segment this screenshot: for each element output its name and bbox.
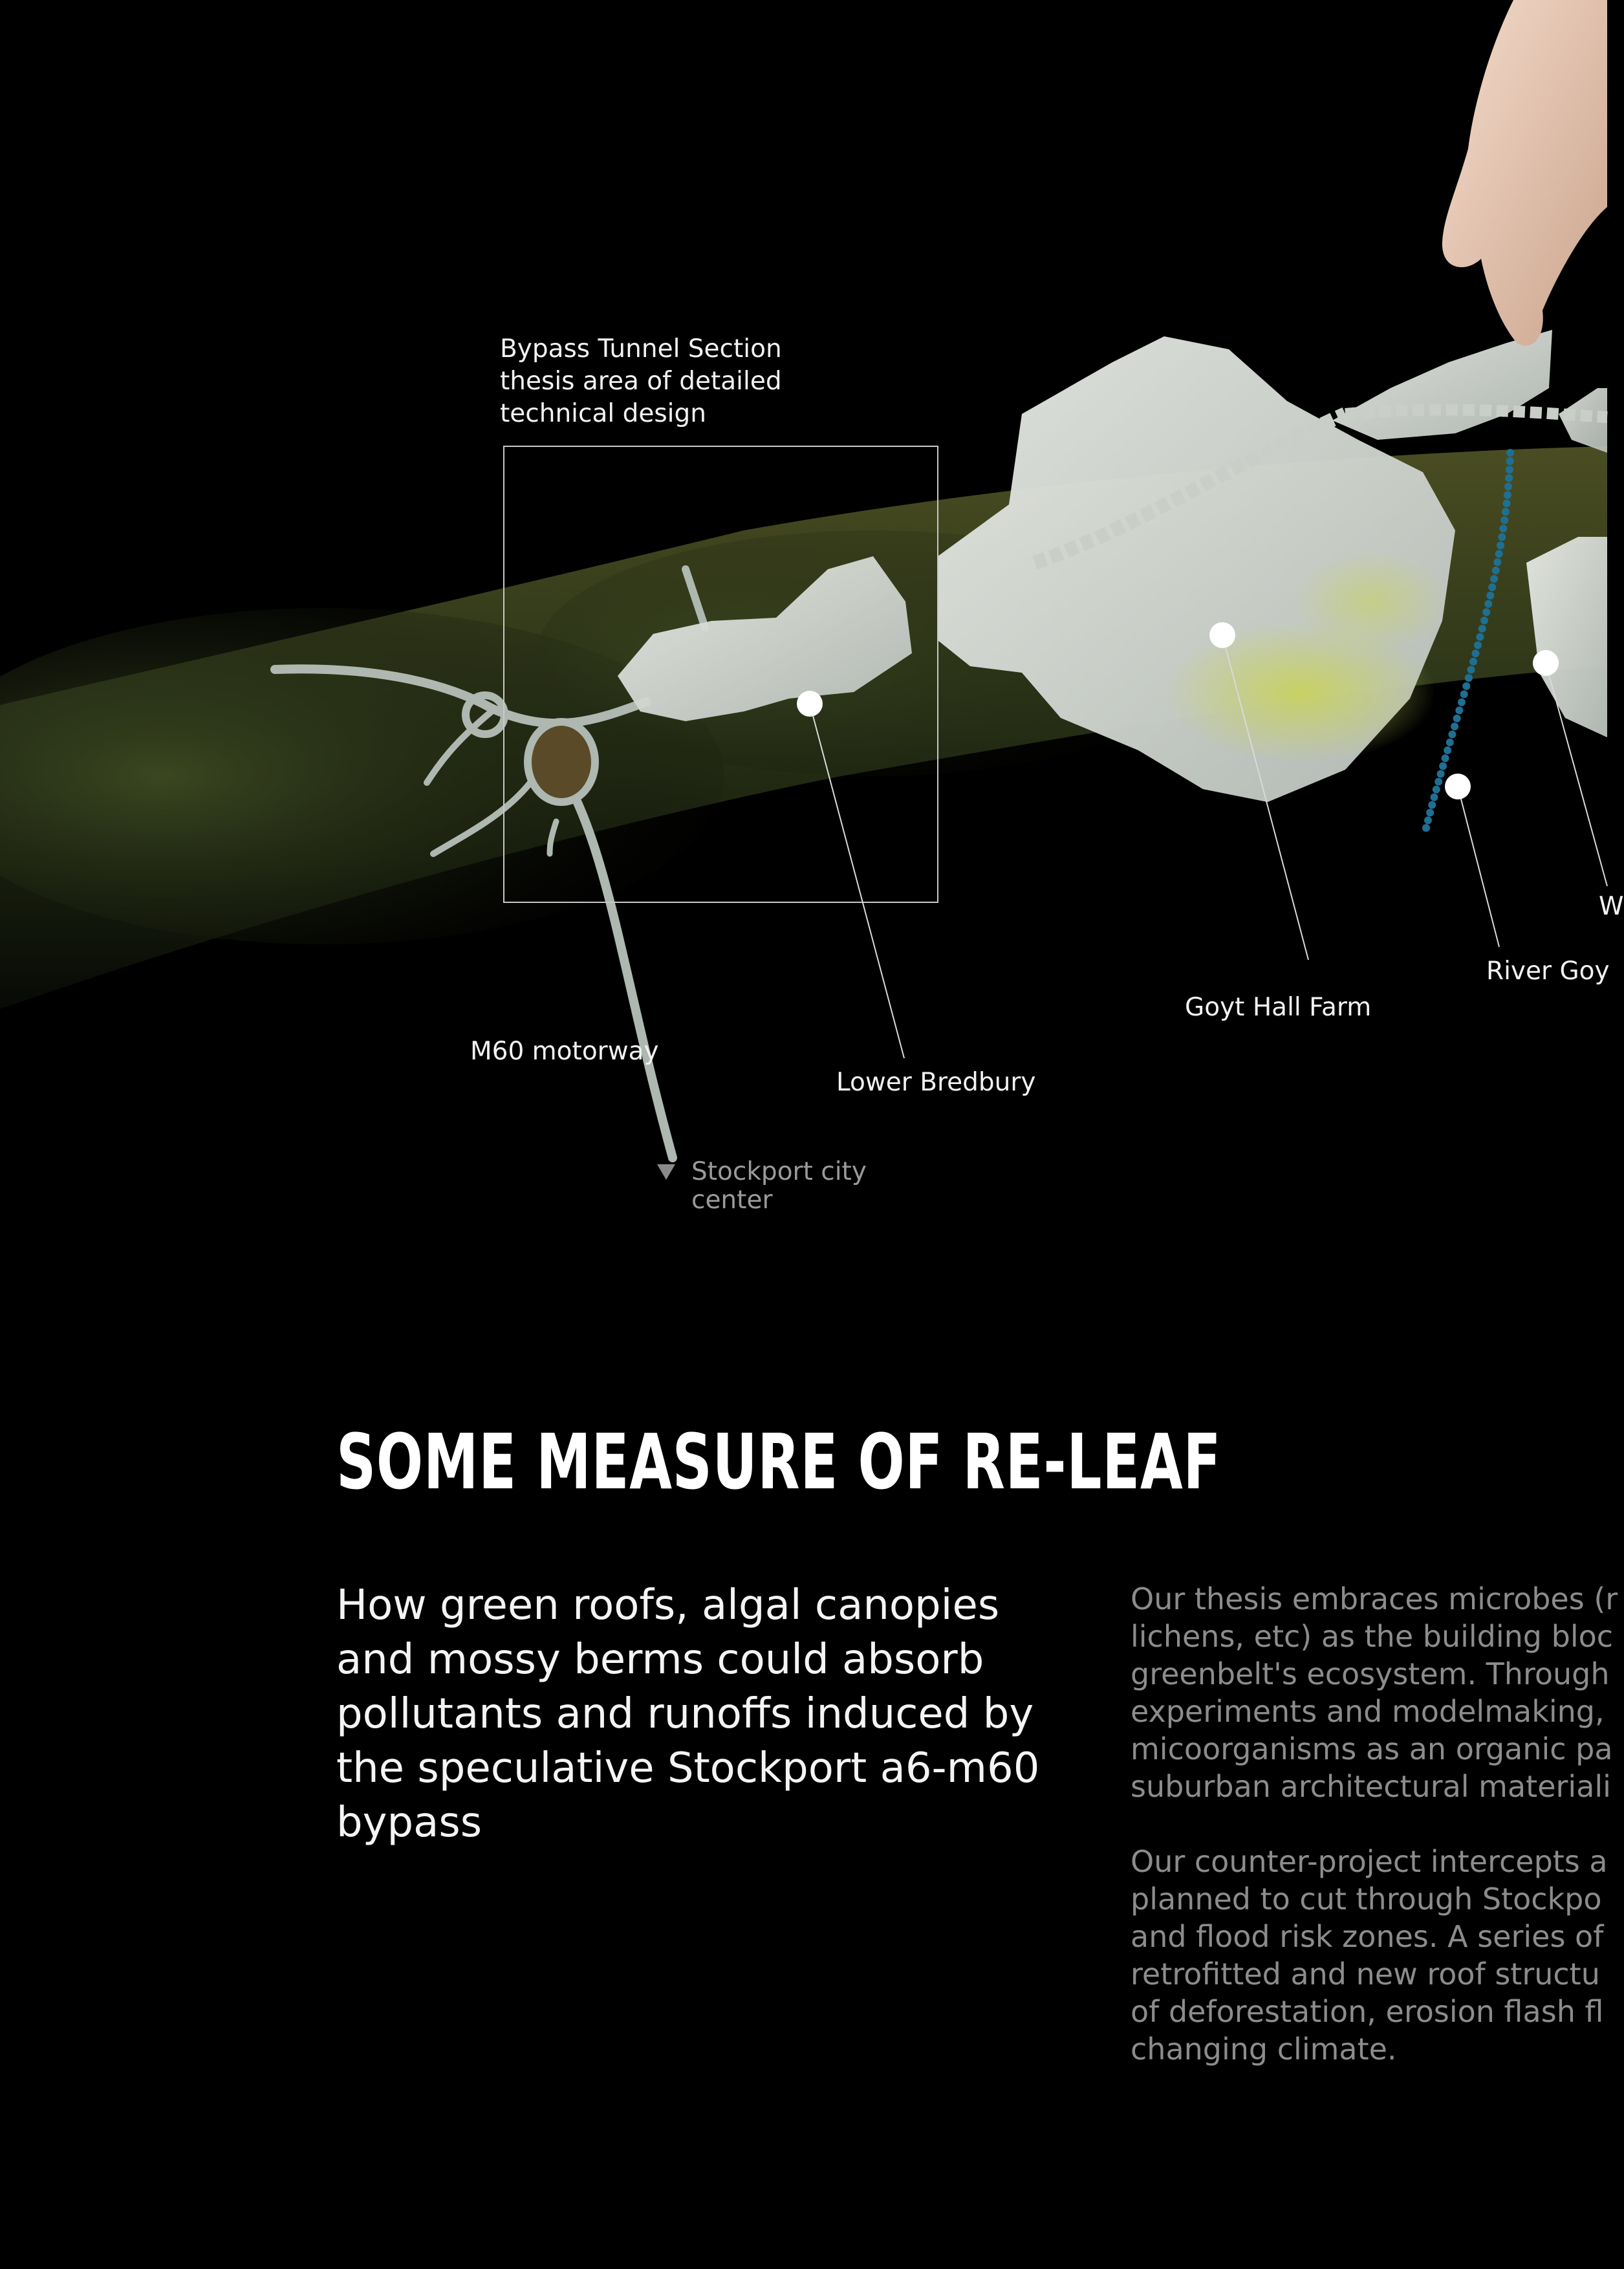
label-goyt-hall-farm: Goyt Hall Farm <box>1185 993 1372 1022</box>
river-dot <box>1442 754 1449 762</box>
river-dot <box>1506 466 1513 473</box>
river-dot <box>1498 533 1506 541</box>
stockport-line: Stockport city <box>691 1157 867 1186</box>
section-label-line: thesis area of detailed <box>500 367 782 396</box>
river-dot <box>1469 658 1477 666</box>
river-dot <box>1480 616 1488 624</box>
river-dot <box>1422 824 1430 832</box>
river-dot <box>1435 778 1442 786</box>
body-paragraph-2 <box>1131 1843 1607 2068</box>
river-dot <box>1506 449 1514 457</box>
paper-terrain-top-strip <box>1332 330 1552 440</box>
river-dot <box>1504 483 1512 490</box>
label-w: W <box>1599 892 1624 921</box>
river-dot <box>1433 786 1440 794</box>
river-dot <box>1478 625 1486 633</box>
river-dot <box>1437 770 1445 778</box>
river-dot <box>1500 516 1508 524</box>
river-dot <box>1492 567 1500 574</box>
river-dot <box>1424 816 1432 824</box>
river-dot <box>1431 794 1438 801</box>
river-dot <box>1490 575 1498 583</box>
river-dot <box>1504 491 1511 499</box>
body-line: Our thesis embraces microbes (r <box>1131 1581 1618 1616</box>
marker-w[interactable] <box>1533 650 1559 676</box>
body-line: lichens, etc) as the building bloc <box>1131 1619 1614 1654</box>
body-line: experiments and modelmaking, <box>1131 1694 1605 1729</box>
river-dot <box>1428 801 1436 809</box>
body-line: greenbelt's ecosystem. Through <box>1131 1656 1610 1691</box>
river-dot <box>1455 706 1463 714</box>
river-dot <box>1451 722 1458 730</box>
body-line: of deforestation, erosion flash fl <box>1131 1994 1604 2029</box>
body-line: Our counter-project intercepts a <box>1131 1844 1608 1879</box>
river-dot <box>1446 739 1454 746</box>
hand-image <box>1442 0 1607 345</box>
river-dot <box>1439 762 1447 770</box>
body-line: micoorganisms as an organic pa <box>1131 1732 1613 1766</box>
marker-lower-bredbury[interactable] <box>797 691 823 717</box>
river-dot <box>1503 499 1511 507</box>
river-dot <box>1502 508 1510 516</box>
river-dot <box>1506 457 1514 465</box>
label-m60-motorway: M60 motorway <box>470 1037 659 1066</box>
river-dot <box>1499 525 1507 532</box>
leader-river-goyt <box>1458 787 1499 947</box>
bypass-tunnel-section-label <box>500 333 782 430</box>
river-dot <box>1458 699 1466 706</box>
river-dot <box>1465 674 1473 682</box>
page-title: SOME MEASURE OF RE-LEAF <box>336 1417 1222 1506</box>
river-dot <box>1472 649 1480 657</box>
river-dot <box>1444 746 1451 754</box>
subtitle: How green roofs, algal canopies and mossy berms could absorb pollutants and runoffs induced by the speculative Stockport a6-m60 bypass <box>336 1581 1040 1847</box>
river-dot <box>1460 690 1468 698</box>
stockport-arrow-icon <box>657 1164 675 1180</box>
section-label-line: technical design <box>500 399 706 428</box>
river-dot <box>1505 474 1513 482</box>
stockport-line: center <box>691 1186 773 1215</box>
marker-river-goyt[interactable] <box>1445 774 1471 799</box>
body-line: planned to cut through Stockpo <box>1131 1882 1602 1916</box>
river-dot <box>1426 809 1434 816</box>
label-river-goyt: River Goy <box>1486 957 1610 986</box>
river-dot <box>1497 541 1504 549</box>
marker-goyt-hall-farm[interactable] <box>1209 622 1235 648</box>
river-dot <box>1448 730 1456 738</box>
river-dot <box>1482 608 1490 616</box>
body-line: changing climate. <box>1131 2032 1397 2067</box>
river-dot <box>1474 642 1482 649</box>
body-line: suburban architectural materiali <box>1131 1769 1611 1804</box>
paper-terrain-right <box>1526 537 1607 737</box>
river-dot <box>1493 558 1501 566</box>
river-dot <box>1462 682 1470 690</box>
body-paragraph-1 <box>1131 1580 1618 1805</box>
river-dot <box>1467 666 1475 674</box>
label-lower-bredbury: Lower Bredbury <box>836 1068 1036 1097</box>
river-dot <box>1488 583 1496 591</box>
body-line: and flood risk zones. A series of <box>1131 1919 1604 1954</box>
river-dot <box>1453 715 1461 722</box>
body-text-column <box>1131 1580 1618 2105</box>
river-dot <box>1486 592 1494 600</box>
river-dot <box>1495 550 1503 558</box>
body-line: retrofitted and new roof structu <box>1131 1957 1600 1992</box>
section-label-line: Bypass Tunnel Section <box>500 334 782 364</box>
label-stockport-city-center <box>691 1158 867 1215</box>
river-dot <box>1484 600 1492 608</box>
river-dot <box>1476 633 1484 641</box>
